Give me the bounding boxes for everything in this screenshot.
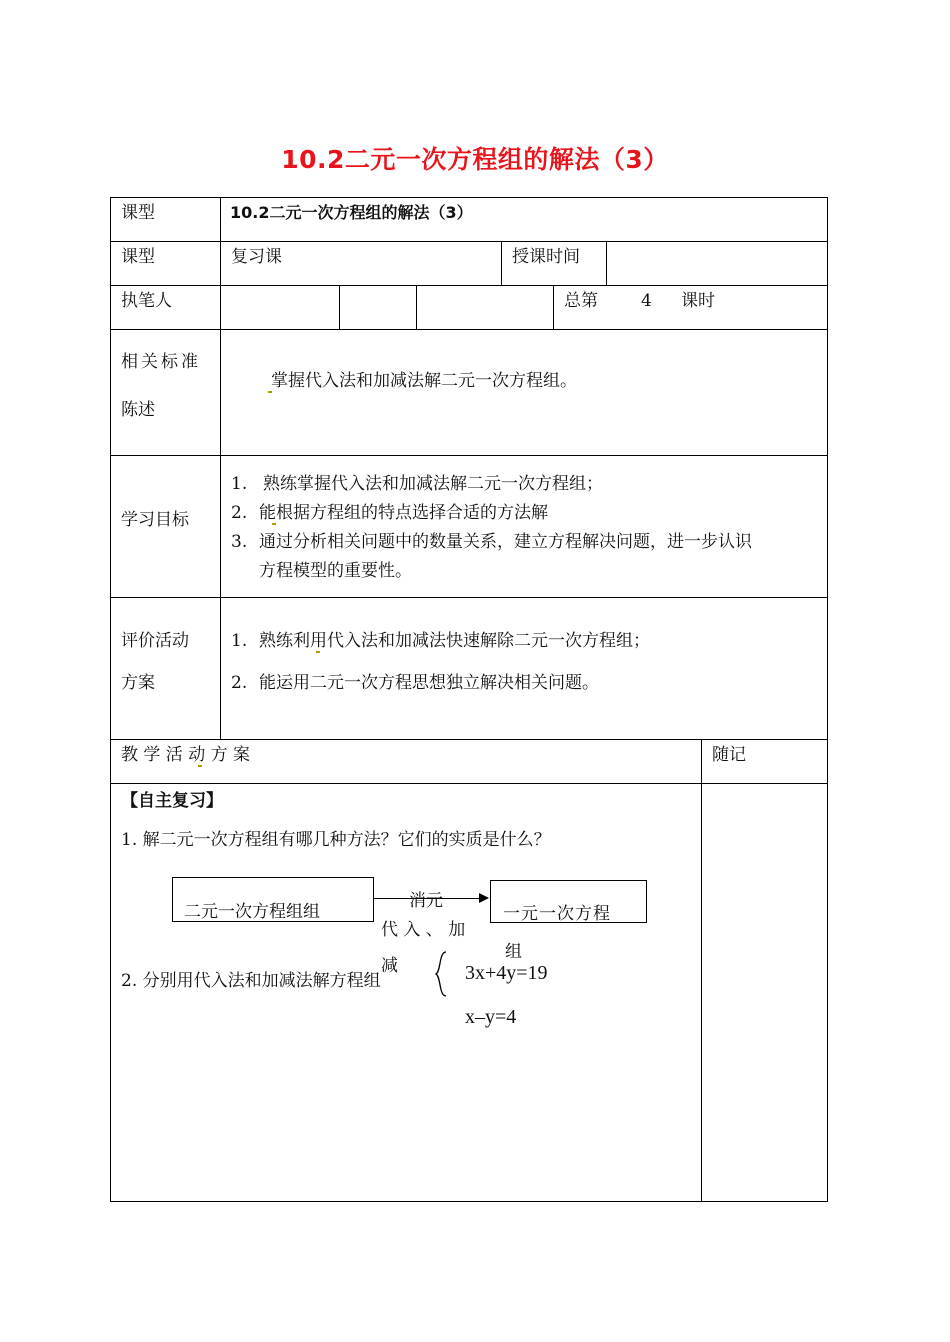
table-border-top (110, 197, 828, 198)
activity-plan-header: 教 学 活 动 方 案 (121, 745, 251, 765)
annotation-mark (198, 765, 202, 767)
review-question-1: 1. 解二元一次方程组有哪几种方法？它们的实质是什么？ (121, 830, 551, 850)
brace-icon (433, 951, 449, 997)
review-question-2: 2. 分别用代入法和加减法解方程组 (121, 971, 381, 991)
objective-text-continued: 方程模型的重要性。 (259, 561, 412, 581)
evaluation-number: 1. (231, 631, 248, 651)
objective-text: 熟练掌握代入法和加减法解二元一次方程组； (263, 474, 603, 494)
evaluation-text: 熟练利用代入法和加减法快速解除二元一次方程组； (259, 631, 650, 651)
evaluation-number: 2. (231, 673, 248, 693)
label-column-divider (220, 197, 221, 739)
cell-divider (606, 241, 607, 285)
objectives-label: 学习目标 (121, 510, 189, 530)
right-concept-text-continued: 组 (505, 942, 522, 962)
notes-column-divider (701, 739, 702, 1201)
objective-text: 能根据方程组的特点选择合适的方法解 (259, 503, 548, 523)
objective-text: 通过分析相关问题中的数量关系，建立方程解决问题，进一步认识 (259, 532, 752, 552)
table-border-bottom (110, 1201, 828, 1202)
right-concept-text: 一元一次方程 (503, 904, 611, 924)
row-divider (110, 739, 828, 740)
evaluation-text: 能运用二元一次方程思想独立解决相关问题。 (259, 673, 599, 693)
evaluation-label-line2: 方案 (121, 673, 155, 693)
total-lesson-suffix: 课时 (681, 291, 715, 311)
annotation-mark (272, 523, 276, 525)
row-divider (110, 329, 828, 330)
objective-number: 1. (231, 474, 248, 494)
page-title: 10.2二元一次方程组的解法（3） (281, 145, 669, 174)
evaluation-label-line1: 评价活动 (121, 631, 189, 651)
arrow-label-methods: 代 入 、 加 (381, 920, 466, 940)
table-border-left (110, 197, 111, 1202)
arrow-head-icon (479, 893, 489, 903)
equation-2: x–y=4 (465, 1006, 517, 1028)
author-label: 执笔人 (121, 291, 172, 311)
arrow-label-elimination: 消元 (409, 891, 443, 911)
standards-label-line1: 相关标准 (121, 352, 201, 372)
row-label-lesson-type: 课型 (121, 203, 155, 223)
cell-divider (416, 285, 417, 329)
row-label-lesson-type: 课型 (121, 247, 155, 267)
row-divider (110, 241, 828, 242)
cell-divider (339, 285, 340, 329)
row-divider (110, 285, 828, 286)
notes-header: 随记 (712, 745, 746, 765)
cell-divider (501, 241, 502, 285)
lesson-type-value: 复习课 (231, 247, 282, 267)
annotation-mark (268, 391, 272, 393)
annotation-mark (316, 651, 320, 653)
total-lesson-prefix: 总第 (564, 291, 598, 311)
arrow-label-methods-cont: 减 (381, 956, 398, 976)
teaching-time-label: 授课时间 (512, 247, 580, 267)
table-border-right (827, 197, 828, 1202)
lesson-topic: 10.2二元一次方程组的解法（3） (230, 203, 473, 222)
self-review-heading: 【自主复习】 (121, 791, 223, 811)
row-divider (110, 597, 828, 598)
left-concept-text: 二元一次方程组组 (184, 902, 320, 922)
row-divider (110, 783, 828, 784)
total-lesson-number: 4 (641, 291, 652, 311)
row-divider (110, 455, 828, 456)
standards-content: 掌握代入法和加减法解二元一次方程组。 (271, 371, 577, 391)
equation-1: 3x+4y=19 (465, 962, 548, 984)
objective-number: 2. (231, 503, 248, 523)
objective-number: 3. (231, 532, 248, 552)
standards-label-line2: 陈述 (121, 400, 155, 420)
cell-divider (553, 285, 554, 329)
